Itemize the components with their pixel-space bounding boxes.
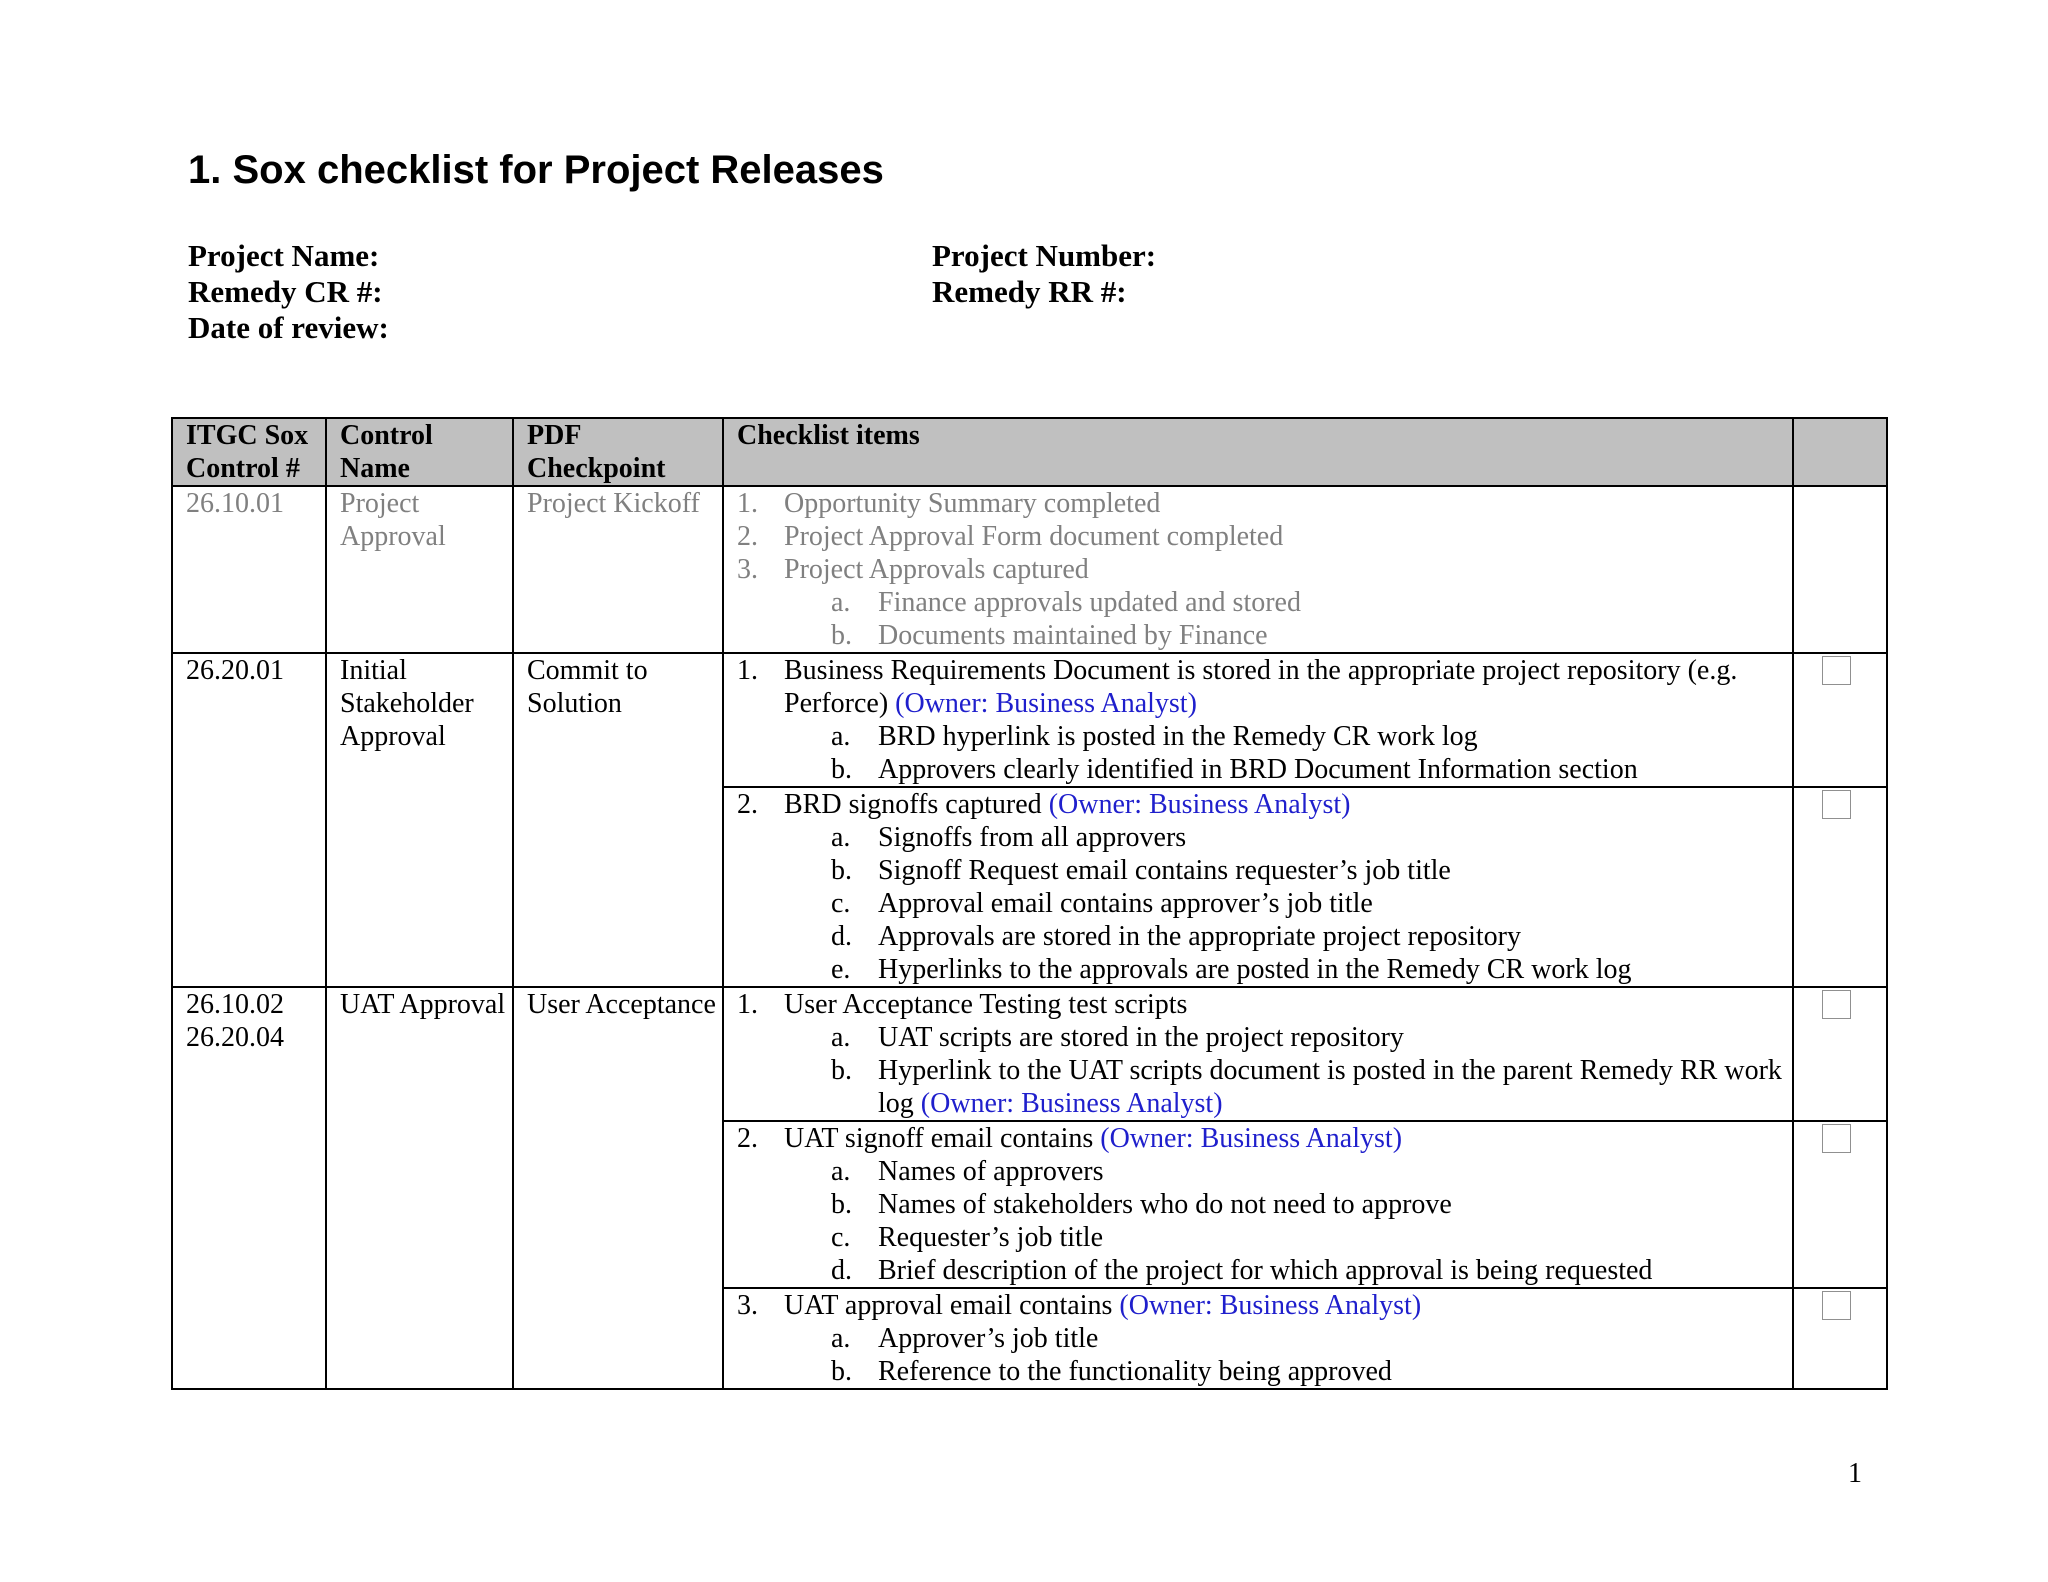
owner-note: (Owner: Business Analyst): [895, 688, 1197, 719]
checklist-subitem: a. Finance approvals updated and stored: [831, 587, 1301, 618]
remedy-rr-label: Remedy RR #:: [932, 274, 1127, 309]
control-number-cell: [172, 987, 326, 1389]
control-name-cell: UAT Approval: [326, 987, 513, 1389]
checkbox[interactable]: [1822, 1291, 1851, 1320]
checklist-cell: [723, 987, 1793, 1121]
project-name-label: Project Name:: [188, 238, 380, 273]
checklist-item: 1. User Acceptance Testing test scripts: [737, 989, 1188, 1020]
checklist-cell: [723, 1288, 1793, 1389]
checkbox[interactable]: [1822, 990, 1851, 1019]
checklist-subitem: b. Signoff Request email contains requester’s job title: [831, 855, 1451, 886]
checkbox-cell: [1793, 787, 1887, 987]
checkbox[interactable]: [1822, 656, 1851, 685]
checklist-subitem: b. Reference to the functionality being approved: [831, 1356, 1392, 1387]
checklist-cell: [723, 653, 1793, 787]
checklist-subitem: a. Approver’s job title: [831, 1323, 1099, 1354]
date-of-review-label: Date of review:: [188, 310, 389, 345]
project-number-label: Project Number:: [932, 238, 1157, 273]
project-meta-left: [188, 238, 389, 346]
owner-note: (Owner: Business Analyst): [1119, 1290, 1422, 1321]
project-meta-right: [932, 238, 1156, 310]
checkbox[interactable]: [1822, 790, 1851, 819]
checklist-item: 1. Opportunity Summary completed: [737, 488, 1161, 519]
checklist-subitem: b. Hyperlink to the UAT scripts document is posted in the parent Remedy RR work log (Owner: Business Analyst): [831, 1055, 1782, 1119]
sox-checklist-table: [171, 417, 1888, 1390]
checklist-item: 3. Project Approvals captured: [737, 554, 1089, 585]
checklist-subitem: a. Names of approvers: [831, 1156, 1104, 1187]
owner-note: (Owner: Business Analyst): [920, 1088, 1223, 1119]
owner-note: (Owner: Business Analyst): [1048, 789, 1351, 820]
page-number: 1: [1848, 1458, 1862, 1489]
checklist-subitem: b. Names of stakeholders who do not need to approve: [831, 1189, 1452, 1220]
header-checkbox-column: [1793, 418, 1887, 486]
header-pdf-checkpoint: PDF Checkpoint: [513, 418, 723, 486]
owner-note: (Owner: Business Analyst): [1100, 1123, 1403, 1154]
checkbox-cell: [1793, 987, 1887, 1121]
remedy-cr-label: Remedy CR #:: [188, 274, 383, 309]
checklist-subitem: e. Hyperlinks to the approvals are posted in the Remedy CR work log: [831, 954, 1632, 985]
checkpoint-cell: Project Kickoff: [513, 486, 723, 653]
checklist-subitem: a. Signoffs from all approvers: [831, 822, 1187, 853]
control-number-line: 26.10.02: [186, 989, 284, 1020]
control-number-cell: 26.10.01: [172, 486, 326, 653]
checklist-cell: [723, 486, 1793, 653]
control-name-cell: Project Approval: [326, 486, 513, 653]
checklist-subitem: c. Requester’s job title: [831, 1222, 1103, 1253]
checkbox[interactable]: [1822, 1124, 1851, 1153]
checkpoint-cell: Commit to Solution: [513, 653, 723, 987]
checkbox-cell: [1793, 1121, 1887, 1288]
header-checklist-items: Checklist items: [723, 418, 1793, 486]
checkbox-cell: [1793, 653, 1887, 787]
checklist-subitem: a. UAT scripts are stored in the project repository: [831, 1022, 1404, 1053]
table-header-row: [172, 418, 1887, 486]
checkbox-cell: [1793, 1288, 1887, 1389]
table-row: [172, 987, 1887, 1121]
control-name-cell: Initial Stakeholder Approval: [326, 653, 513, 987]
checklist-subitem: a. BRD hyperlink is posted in the Remedy CR work log: [831, 721, 1478, 752]
checklist-subitem: d. Approvals are stored in the appropriate project repository: [831, 921, 1522, 952]
checklist-subitem: c. Approval email contains approver’s job title: [831, 888, 1373, 919]
control-number-line: 26.20.04: [186, 1022, 284, 1053]
checklist-subitem: d. Brief description of the project for which approval is being requested: [831, 1255, 1653, 1286]
control-number-cell: 26.20.01: [172, 653, 326, 987]
checklist-cell: [723, 1121, 1793, 1288]
header-control-number: ITGC Sox Control #: [172, 418, 326, 486]
checklist-item: 2. UAT signoff email contains (Owner: Business Analyst): [737, 1123, 1403, 1154]
checkbox-cell: [1793, 486, 1887, 653]
document-title: 1. Sox checklist for Project Releases: [188, 148, 884, 192]
checklist-subitem: b. Documents maintained by Finance: [831, 620, 1268, 651]
table-row: [172, 486, 1887, 653]
header-control-name: Control Name: [326, 418, 513, 486]
checklist-item: 2. BRD signoffs captured (Owner: Business Analyst): [737, 789, 1351, 820]
checklist-item: 1. Business Requirements Document is stored in the appropriate project repository (e.g. Perforce) (Owner: Business Analyst): [737, 655, 1738, 719]
checklist-subitem: b. Approvers clearly identified in BRD Document Information section: [831, 754, 1638, 785]
checklist-cell: [723, 787, 1793, 987]
table-row: [172, 653, 1887, 787]
checklist-item: 3. UAT approval email contains (Owner: Business Analyst): [737, 1290, 1422, 1321]
checklist-item: 2. Project Approval Form document completed: [737, 521, 1284, 552]
checkpoint-cell: User Acceptance: [513, 987, 723, 1389]
